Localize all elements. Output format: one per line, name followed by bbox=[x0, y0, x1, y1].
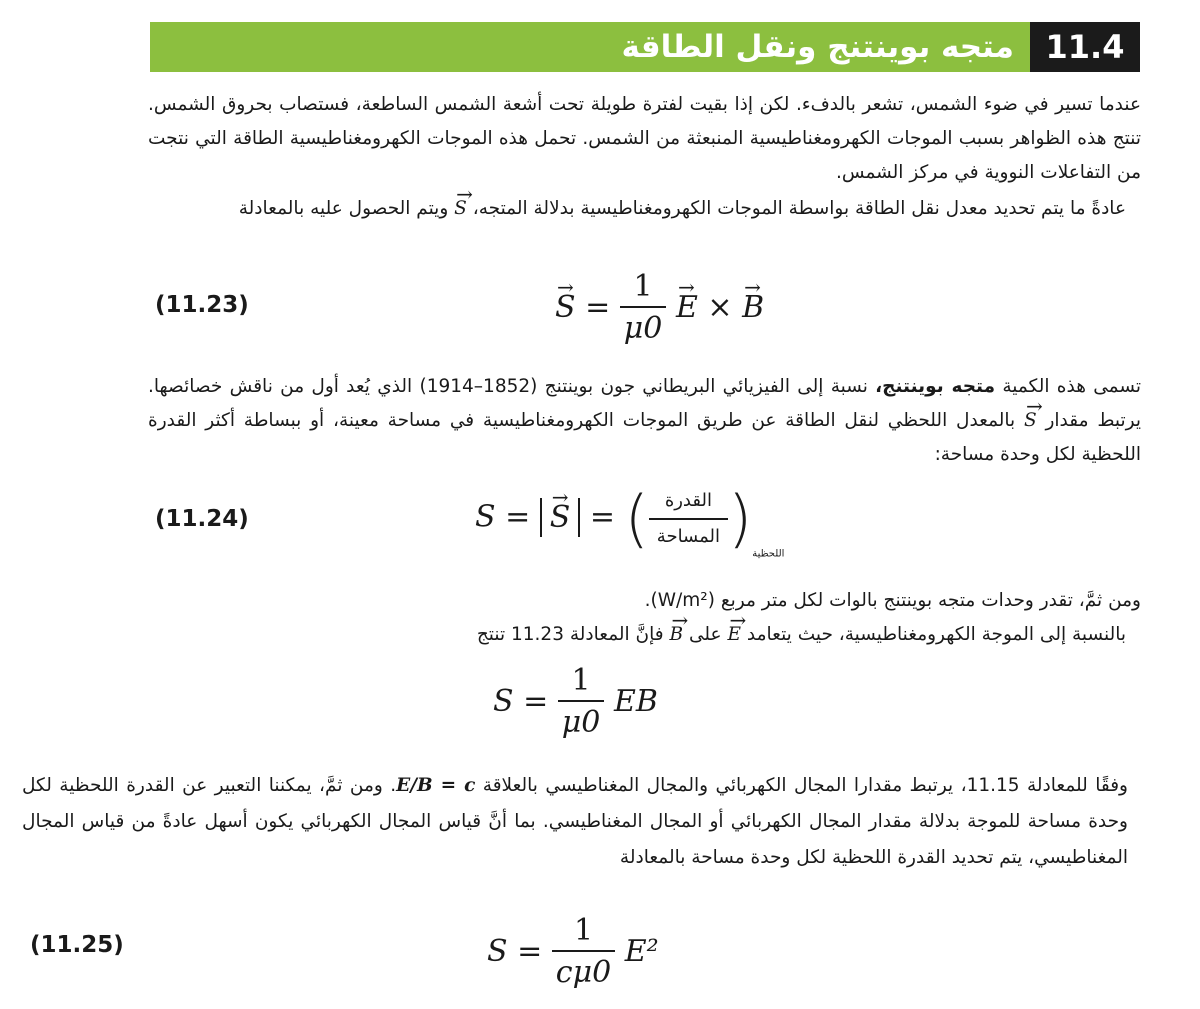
eq-lhs: S bbox=[487, 934, 508, 969]
paragraph-poynting-text-b: نسبة إلى الفيزيائي البريطاني جون بوينتنج (1852–1914) الذي يُعد أول من ناقش خصائصها. يرتبط مقدار bbox=[148, 376, 1141, 431]
section-number: 11.4 bbox=[1030, 22, 1140, 72]
equation-11-23 bbox=[555, 268, 764, 350]
equation-11-24 bbox=[475, 482, 784, 560]
equation-number-11-25: (11.25) bbox=[30, 932, 124, 958]
paragraph-relation-text-b: . ومن ثمَّ، يمكننا التعبير عن القدرة اللحظية لكل وحدة مساحة للموجة بدلالة مقدار المجال الكهربائي أو المجال المغناطيسي. بما أنَّ قياس المجال الكهربائي يكون أسهل عادةً من قياس المجال المغناطيسي، يتم تحديد القدرة اللحظية لكل وحدة مساحة بالمعادلة bbox=[22, 775, 1128, 868]
fraction-denominator: μ0 bbox=[561, 705, 601, 740]
paragraph-poynting-text-c: بالمعدل اللحظي لنقل الطاقة عن طريق الموجات الكهرومغناطيسية في مساحة معينة، أو ببساطة أكثر القدرة اللحظية لكل وحدة مساحة: bbox=[148, 410, 1141, 465]
paragraph-perpendicular-text-b: على bbox=[689, 624, 722, 645]
fraction-denominator: المساحة bbox=[656, 525, 721, 547]
subscript-instantaneous: اللحظية bbox=[752, 548, 785, 560]
section-header bbox=[150, 22, 1140, 72]
eq-rhs: EB bbox=[613, 684, 658, 719]
right-paren: ) bbox=[728, 482, 753, 555]
eq-rhs: E² bbox=[624, 934, 659, 969]
section-title: متجه بوينتنج ونقل الطاقة bbox=[621, 29, 1014, 65]
inline-vector-s: → S bbox=[454, 192, 467, 226]
inline-vector-s: → S bbox=[1024, 404, 1037, 438]
equals-sign: = bbox=[589, 499, 616, 535]
equation-number-11-23: (11.23) bbox=[155, 292, 249, 318]
vector-e: → E bbox=[676, 290, 698, 325]
paragraph-rate bbox=[148, 192, 1126, 226]
eq-lhs: → S bbox=[555, 290, 576, 325]
equation-s-eb bbox=[493, 662, 658, 744]
paragraph-rate-text-b: ويتم الحصول عليه بالمعادلة bbox=[238, 198, 449, 219]
fraction-denominator: cμ0 bbox=[555, 955, 612, 990]
fraction-numerator: 1 bbox=[620, 268, 667, 308]
vector-b: → B bbox=[742, 290, 764, 325]
left-paren: ( bbox=[624, 482, 649, 555]
cross-product-sign: × bbox=[707, 290, 733, 325]
equals-sign: = bbox=[517, 934, 543, 969]
units-w-per-m2: (W/m²) bbox=[650, 590, 715, 611]
paragraph-intro-text: عندما تسير في ضوء الشمس، تشعر بالدفء. لكن إذا بقيت لفترة طويلة تحت أشعة الشمس الساطعة، فستصاب بحروق الشمس. تنتج هذه الظواهر بسبب الموجات الكهرومغناطيسية المنبعثة من الشمس. تحمل هذه الموجات الكهرومغناطيسية الطاقة التي نتجت من التفاعلات النووية في مركز الشمس. bbox=[148, 94, 1141, 183]
fraction-denominator: μ0 bbox=[623, 311, 663, 346]
paragraph-poynting bbox=[148, 370, 1141, 472]
paragraph-units: ومن ثمَّ، تقدر وحدات متجه بوينتنج بالوات لكل متر مربع (W/m²). bbox=[644, 590, 1141, 611]
paragraph-units-text: ومن ثمَّ، تقدر وحدات متجه بوينتنج بالوات لكل متر مربع bbox=[720, 590, 1141, 611]
paragraph-perpendicular-text-c: فإنَّ المعادلة 11.23 تنتج bbox=[476, 624, 664, 645]
equals-sign: = bbox=[585, 290, 611, 325]
arabic-fraction bbox=[649, 484, 728, 554]
fraction-numerator: القدرة bbox=[649, 484, 728, 520]
fraction bbox=[558, 662, 605, 744]
poynting-vector-term: متجه بوينتنج، bbox=[875, 376, 996, 397]
magnitude-bars bbox=[540, 498, 581, 537]
paragraph-rate-text-a: عادةً ما يتم تحديد معدل نقل الطاقة بواسطة الموجات الكهرومغناطيسية بدلالة المتجه، bbox=[472, 198, 1126, 219]
equals-sign: = bbox=[523, 684, 549, 719]
equation-number-11-24: (11.24) bbox=[155, 506, 249, 532]
paragraph-perpendicular-text-a: بالنسبة إلى الموجة الكهرومغناطيسية، حيث يتعامد bbox=[746, 624, 1126, 645]
eq-lhs: S bbox=[493, 684, 514, 719]
fraction-numerator: 1 bbox=[558, 662, 605, 702]
paragraph-poynting-text-a: تسمى هذه الكمية bbox=[1002, 376, 1141, 397]
eq-lhs: S bbox=[475, 499, 496, 535]
paragraph-relation bbox=[22, 768, 1128, 876]
paragraph-intro bbox=[148, 88, 1141, 190]
paragraph-perpendicular bbox=[148, 618, 1126, 652]
inline-vector-e: → E bbox=[728, 618, 742, 652]
fraction-numerator: 1 bbox=[552, 912, 615, 952]
equation-11-25 bbox=[487, 912, 659, 994]
fraction bbox=[620, 268, 667, 350]
vector-s: → S bbox=[550, 500, 571, 535]
inline-vector-b: → B bbox=[670, 618, 684, 652]
fraction bbox=[552, 912, 615, 994]
relation-e-over-b: E/B = c bbox=[396, 775, 476, 796]
equals-sign: = bbox=[505, 499, 531, 535]
paragraph-relation-text-a: وفقًا للمعادلة 11.15، يرتبط مقدارا المجال الكهربائي والمجال المغناطيسي بالعلاقة bbox=[482, 775, 1128, 796]
